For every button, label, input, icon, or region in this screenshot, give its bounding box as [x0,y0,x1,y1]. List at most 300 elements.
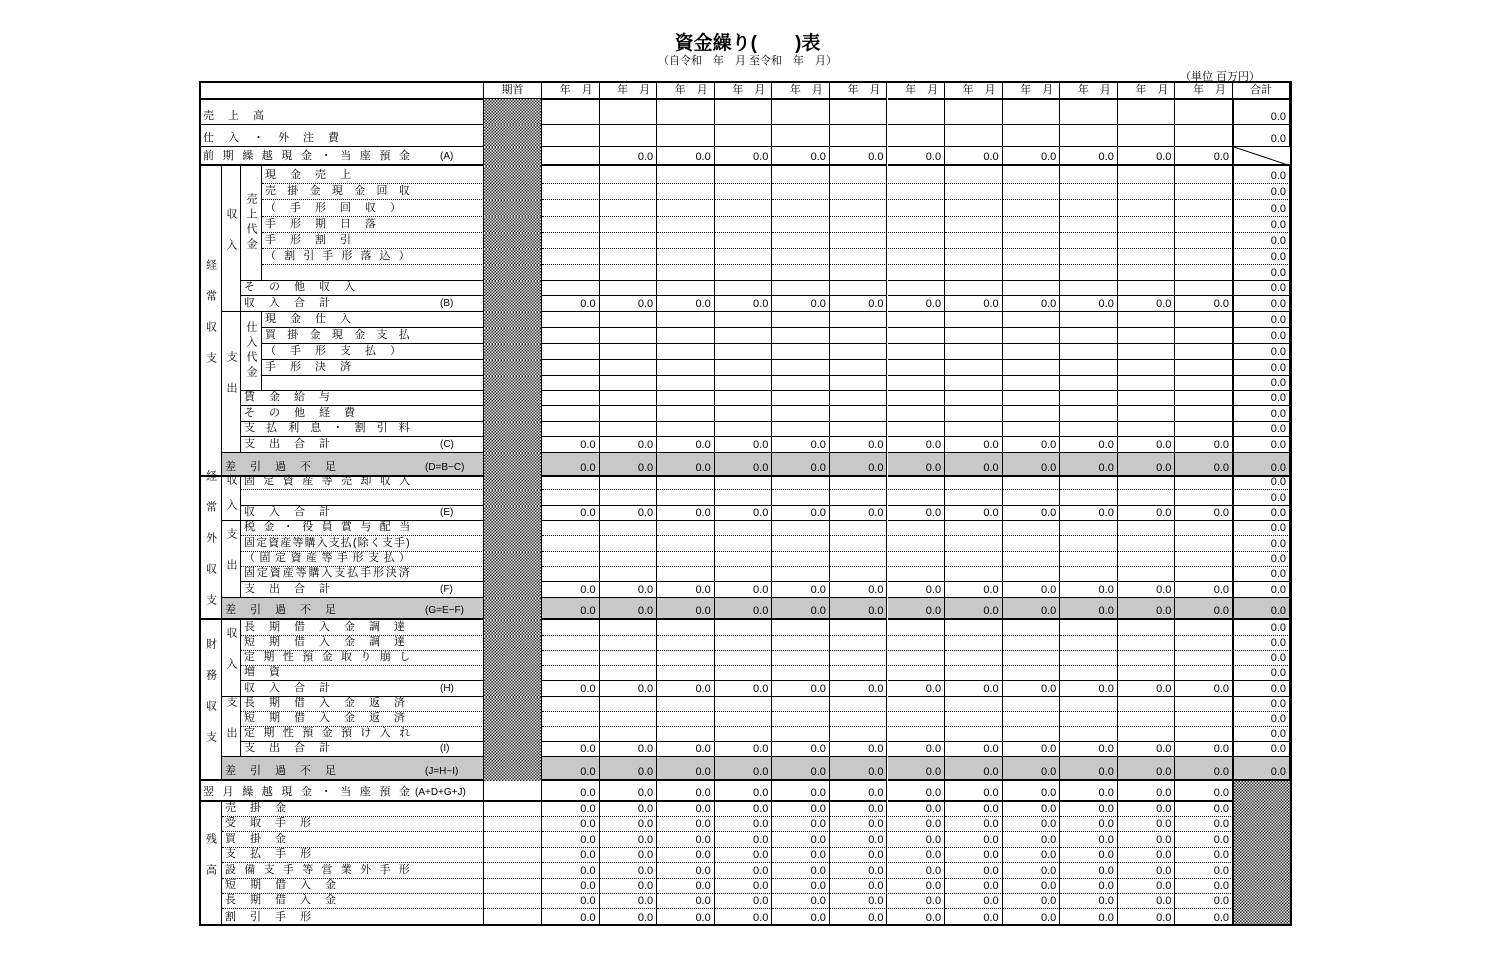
month-value-cell[interactable]: 0.0 [1175,582,1233,598]
month-value-cell[interactable] [772,567,830,582]
month-value-cell[interactable] [830,328,888,344]
month-value-cell[interactable] [1118,567,1176,582]
month-value-cell[interactable]: 0.0 [1118,742,1176,757]
month-value-cell[interactable]: 0.0 [1003,757,1061,781]
month-value-cell[interactable]: 0.0 [945,296,1003,312]
month-value-cell[interactable]: 0.0 [830,802,888,817]
month-value-cell[interactable] [830,265,888,281]
month-value-cell[interactable]: 0.0 [657,909,715,925]
month-value-cell[interactable] [1060,391,1118,406]
month-value-cell[interactable]: 0.0 [715,742,773,757]
month-value-cell[interactable]: 0.0 [657,147,715,166]
month-value-cell[interactable] [1175,567,1233,582]
month-value-cell[interactable]: 0.0 [1060,848,1118,863]
month-value-cell[interactable] [1060,712,1118,727]
month-value-cell[interactable]: 0.0 [772,848,830,863]
month-value-cell[interactable]: 0.0 [715,781,773,802]
month-value-cell[interactable]: 0.0 [772,817,830,832]
month-value-cell[interactable] [945,391,1003,406]
month-value-cell[interactable] [888,200,946,217]
month-value-cell[interactable] [715,233,773,249]
month-value-cell[interactable] [945,344,1003,360]
month-value-cell[interactable]: 0.0 [600,848,658,863]
month-value-cell[interactable] [1118,727,1176,742]
month-value-cell[interactable] [600,249,658,265]
month-value-cell[interactable] [715,422,773,437]
month-value-cell[interactable] [657,552,715,567]
month-value-cell[interactable] [1175,620,1233,636]
month-value-cell[interactable]: 0.0 [1175,863,1233,879]
month-value-cell[interactable] [772,125,830,147]
month-value-cell[interactable] [945,422,1003,437]
start-period-cell[interactable] [484,802,542,817]
month-value-cell[interactable] [945,217,1003,233]
month-value-cell[interactable]: 0.0 [542,296,600,312]
month-value-cell[interactable] [657,406,715,422]
month-value-cell[interactable]: 0.0 [772,437,830,453]
month-value-cell[interactable]: 0.0 [830,506,888,521]
month-value-cell[interactable] [600,200,658,217]
month-value-cell[interactable] [1060,422,1118,437]
month-value-cell[interactable] [772,99,830,125]
month-value-cell[interactable] [945,406,1003,422]
month-value-cell[interactable]: 0.0 [830,681,888,697]
month-value-cell[interactable] [945,312,1003,328]
month-value-cell[interactable] [715,651,773,666]
month-value-cell[interactable] [715,249,773,265]
month-value-cell[interactable] [945,567,1003,582]
month-value-cell[interactable] [1003,636,1061,651]
month-value-cell[interactable]: 0.0 [830,863,888,879]
month-value-cell[interactable] [542,391,600,406]
month-value-cell[interactable]: 0.0 [1175,781,1233,802]
month-value-cell[interactable] [600,536,658,552]
month-value-cell[interactable] [715,406,773,422]
month-value-cell[interactable] [600,620,658,636]
month-value-cell[interactable] [1003,184,1061,200]
month-value-cell[interactable] [1003,344,1061,360]
month-value-cell[interactable] [1175,490,1233,506]
month-value-cell[interactable] [1175,328,1233,344]
month-value-cell[interactable] [830,200,888,217]
month-value-cell[interactable] [542,620,600,636]
month-value-cell[interactable] [1175,422,1233,437]
month-value-cell[interactable] [657,360,715,376]
month-value-cell[interactable] [600,391,658,406]
month-value-cell[interactable] [945,184,1003,200]
month-value-cell[interactable]: 0.0 [1118,453,1176,477]
month-value-cell[interactable] [1175,697,1233,712]
month-value-cell[interactable]: 0.0 [888,909,946,925]
month-value-cell[interactable] [715,376,773,391]
month-value-cell[interactable]: 0.0 [542,781,600,802]
month-value-cell[interactable] [600,727,658,742]
month-value-cell[interactable] [772,666,830,681]
month-value-cell[interactable] [945,521,1003,536]
month-value-cell[interactable] [600,281,658,296]
month-value-cell[interactable] [888,217,946,233]
month-value-cell[interactable] [888,166,946,184]
month-value-cell[interactable]: 0.0 [1175,848,1233,863]
month-value-cell[interactable]: 0.0 [830,848,888,863]
month-value-cell[interactable] [1060,536,1118,552]
month-value-cell[interactable] [888,184,946,200]
month-value-cell[interactable]: 0.0 [657,296,715,312]
month-value-cell[interactable] [1175,376,1233,391]
month-value-cell[interactable] [888,233,946,249]
month-value-cell[interactable]: 0.0 [945,832,1003,848]
month-value-cell[interactable] [772,536,830,552]
month-value-cell[interactable]: 0.0 [888,582,946,598]
month-value-cell[interactable]: 0.0 [715,909,773,925]
month-value-cell[interactable] [1003,651,1061,666]
month-value-cell[interactable]: 0.0 [657,863,715,879]
month-value-cell[interactable]: 0.0 [1118,781,1176,802]
month-value-cell[interactable]: 0.0 [888,817,946,832]
month-value-cell[interactable]: 0.0 [945,879,1003,894]
month-value-cell[interactable] [888,376,946,391]
month-value-cell[interactable] [1060,666,1118,681]
month-value-cell[interactable] [542,360,600,376]
month-value-cell[interactable]: 0.0 [657,506,715,521]
month-value-cell[interactable] [1118,712,1176,727]
month-value-cell[interactable]: 0.0 [657,894,715,909]
month-value-cell[interactable] [772,727,830,742]
start-period-cell[interactable] [484,832,542,848]
month-value-cell[interactable] [1118,125,1176,147]
month-value-cell[interactable] [657,312,715,328]
month-value-cell[interactable] [1060,281,1118,296]
month-value-cell[interactable] [542,406,600,422]
month-value-cell[interactable] [1118,184,1176,200]
month-value-cell[interactable] [945,727,1003,742]
month-value-cell[interactable]: 0.0 [888,832,946,848]
month-value-cell[interactable] [1003,376,1061,391]
month-value-cell[interactable]: 0.0 [600,757,658,781]
month-value-cell[interactable] [772,233,830,249]
month-value-cell[interactable]: 0.0 [888,681,946,697]
month-value-cell[interactable]: 0.0 [888,147,946,166]
month-value-cell[interactable] [1003,536,1061,552]
month-value-cell[interactable]: 0.0 [715,506,773,521]
month-value-cell[interactable]: 0.0 [772,453,830,477]
month-value-cell[interactable] [1118,636,1176,651]
month-value-cell[interactable]: 0.0 [1060,781,1118,802]
month-value-cell[interactable] [600,184,658,200]
month-value-cell[interactable] [888,727,946,742]
month-value-cell[interactable] [1003,99,1061,125]
month-value-cell[interactable] [1003,422,1061,437]
month-value-cell[interactable] [830,536,888,552]
month-value-cell[interactable]: 0.0 [888,506,946,521]
month-value-cell[interactable]: 0.0 [1175,817,1233,832]
month-value-cell[interactable]: 0.0 [600,894,658,909]
month-value-cell[interactable]: 0.0 [1118,506,1176,521]
month-value-cell[interactable] [657,567,715,582]
month-value-cell[interactable] [1003,217,1061,233]
month-value-cell[interactable] [830,651,888,666]
month-value-cell[interactable]: 0.0 [542,437,600,453]
month-value-cell[interactable] [1003,727,1061,742]
month-value-cell[interactable]: 0.0 [888,296,946,312]
month-value-cell[interactable] [542,200,600,217]
month-value-cell[interactable]: 0.0 [657,582,715,598]
month-value-cell[interactable] [1118,651,1176,666]
month-value-cell[interactable] [1003,166,1061,184]
month-value-cell[interactable]: 0.0 [657,681,715,697]
month-value-cell[interactable] [1175,477,1233,490]
month-value-cell[interactable] [715,567,773,582]
month-value-cell[interactable]: 0.0 [657,848,715,863]
month-value-cell[interactable] [945,651,1003,666]
month-value-cell[interactable]: 0.0 [945,757,1003,781]
month-value-cell[interactable] [1060,521,1118,536]
month-value-cell[interactable] [1003,552,1061,567]
month-value-cell[interactable]: 0.0 [657,781,715,802]
month-value-cell[interactable]: 0.0 [830,437,888,453]
month-value-cell[interactable] [1060,328,1118,344]
month-value-cell[interactable] [542,697,600,712]
month-value-cell[interactable] [715,166,773,184]
month-value-cell[interactable] [715,727,773,742]
month-value-cell[interactable] [1003,281,1061,296]
month-value-cell[interactable] [1175,184,1233,200]
month-value-cell[interactable] [600,217,658,233]
month-value-cell[interactable] [888,712,946,727]
month-value-cell[interactable]: 0.0 [1060,437,1118,453]
month-value-cell[interactable]: 0.0 [1118,879,1176,894]
month-value-cell[interactable] [888,620,946,636]
month-value-cell[interactable]: 0.0 [657,832,715,848]
month-value-cell[interactable] [772,636,830,651]
month-value-cell[interactable] [772,249,830,265]
month-value-cell[interactable]: 0.0 [1118,681,1176,697]
month-value-cell[interactable]: 0.0 [1003,506,1061,521]
month-value-cell[interactable]: 0.0 [1003,681,1061,697]
month-value-cell[interactable] [1118,376,1176,391]
month-value-cell[interactable] [657,184,715,200]
month-value-cell[interactable] [1060,552,1118,567]
month-value-cell[interactable] [1060,651,1118,666]
month-value-cell[interactable] [945,166,1003,184]
month-value-cell[interactable]: 0.0 [600,781,658,802]
month-value-cell[interactable]: 0.0 [600,598,658,620]
month-value-cell[interactable] [657,328,715,344]
month-value-cell[interactable]: 0.0 [945,817,1003,832]
month-value-cell[interactable]: 0.0 [1060,909,1118,925]
month-value-cell[interactable]: 0.0 [1003,909,1061,925]
month-value-cell[interactable] [542,376,600,391]
month-value-cell[interactable] [1060,636,1118,651]
month-value-cell[interactable] [945,712,1003,727]
month-value-cell[interactable] [600,651,658,666]
month-value-cell[interactable]: 0.0 [888,781,946,802]
month-value-cell[interactable]: 0.0 [945,681,1003,697]
month-value-cell[interactable]: 0.0 [657,742,715,757]
month-value-cell[interactable] [657,697,715,712]
month-value-cell[interactable] [1175,666,1233,681]
month-value-cell[interactable] [830,567,888,582]
month-value-cell[interactable] [542,552,600,567]
month-value-cell[interactable] [542,666,600,681]
month-value-cell[interactable] [772,651,830,666]
month-value-cell[interactable] [657,166,715,184]
month-value-cell[interactable]: 0.0 [1175,506,1233,521]
month-value-cell[interactable]: 0.0 [657,802,715,817]
month-value-cell[interactable] [830,552,888,567]
month-value-cell[interactable]: 0.0 [1003,832,1061,848]
month-value-cell[interactable] [657,391,715,406]
month-value-cell[interactable] [772,166,830,184]
month-value-cell[interactable] [772,281,830,296]
month-value-cell[interactable]: 0.0 [657,817,715,832]
month-value-cell[interactable] [830,697,888,712]
month-value-cell[interactable] [830,281,888,296]
month-value-cell[interactable] [888,477,946,490]
month-value-cell[interactable]: 0.0 [945,781,1003,802]
month-value-cell[interactable] [1118,233,1176,249]
month-value-cell[interactable]: 0.0 [945,147,1003,166]
month-value-cell[interactable] [888,312,946,328]
month-value-cell[interactable]: 0.0 [830,147,888,166]
month-value-cell[interactable]: 0.0 [542,848,600,863]
month-value-cell[interactable]: 0.0 [715,848,773,863]
month-value-cell[interactable]: 0.0 [1175,879,1233,894]
month-value-cell[interactable] [1060,727,1118,742]
month-value-cell[interactable] [1175,344,1233,360]
month-value-cell[interactable] [657,620,715,636]
month-value-cell[interactable] [772,521,830,536]
month-value-cell[interactable]: 0.0 [542,453,600,477]
month-value-cell[interactable] [542,344,600,360]
month-value-cell[interactable] [600,99,658,125]
month-value-cell[interactable]: 0.0 [888,757,946,781]
month-value-cell[interactable] [1060,490,1118,506]
month-value-cell[interactable]: 0.0 [830,582,888,598]
month-value-cell[interactable] [1003,712,1061,727]
month-value-cell[interactable]: 0.0 [1118,598,1176,620]
month-value-cell[interactable]: 0.0 [1175,453,1233,477]
month-value-cell[interactable] [542,521,600,536]
month-value-cell[interactable]: 0.0 [600,802,658,817]
month-value-cell[interactable] [1175,406,1233,422]
month-value-cell[interactable] [715,360,773,376]
month-value-cell[interactable] [1175,651,1233,666]
month-value-cell[interactable] [657,217,715,233]
month-value-cell[interactable]: 0.0 [1060,817,1118,832]
month-value-cell[interactable] [1175,727,1233,742]
month-value-cell[interactable]: 0.0 [1118,802,1176,817]
month-value-cell[interactable] [1060,477,1118,490]
month-value-cell[interactable] [657,636,715,651]
month-value-cell[interactable] [715,344,773,360]
month-value-cell[interactable] [715,391,773,406]
month-value-cell[interactable] [1118,697,1176,712]
month-value-cell[interactable]: 0.0 [1003,863,1061,879]
month-value-cell[interactable] [888,406,946,422]
month-value-cell[interactable]: 0.0 [888,848,946,863]
month-value-cell[interactable] [600,265,658,281]
month-value-cell[interactable] [1060,217,1118,233]
month-value-cell[interactable] [1060,344,1118,360]
month-value-cell[interactable] [1175,249,1233,265]
month-value-cell[interactable] [600,697,658,712]
month-value-cell[interactable] [600,344,658,360]
month-value-cell[interactable]: 0.0 [1175,832,1233,848]
month-value-cell[interactable] [715,712,773,727]
month-value-cell[interactable] [888,125,946,147]
month-value-cell[interactable] [888,666,946,681]
month-value-cell[interactable] [542,99,600,125]
month-value-cell[interactable]: 0.0 [830,817,888,832]
month-value-cell[interactable]: 0.0 [600,832,658,848]
month-value-cell[interactable]: 0.0 [945,598,1003,620]
month-value-cell[interactable] [888,360,946,376]
month-value-cell[interactable] [1118,281,1176,296]
month-value-cell[interactable]: 0.0 [715,879,773,894]
month-value-cell[interactable] [772,712,830,727]
month-value-cell[interactable]: 0.0 [1003,894,1061,909]
month-value-cell[interactable] [1175,200,1233,217]
month-value-cell[interactable]: 0.0 [715,817,773,832]
month-value-cell[interactable] [1060,567,1118,582]
month-value-cell[interactable]: 0.0 [1003,802,1061,817]
month-value-cell[interactable] [1060,406,1118,422]
month-value-cell[interactable] [1175,712,1233,727]
month-value-cell[interactable]: 0.0 [1118,832,1176,848]
month-value-cell[interactable]: 0.0 [1003,437,1061,453]
month-value-cell[interactable] [830,166,888,184]
month-value-cell[interactable] [1003,391,1061,406]
month-value-cell[interactable]: 0.0 [830,296,888,312]
month-value-cell[interactable] [1118,490,1176,506]
month-value-cell[interactable] [888,521,946,536]
month-value-cell[interactable] [772,217,830,233]
month-value-cell[interactable]: 0.0 [542,832,600,848]
month-value-cell[interactable]: 0.0 [600,147,658,166]
month-value-cell[interactable]: 0.0 [1060,598,1118,620]
month-value-cell[interactable]: 0.0 [1060,681,1118,697]
month-value-cell[interactable] [542,233,600,249]
month-value-cell[interactable] [542,651,600,666]
month-value-cell[interactable] [1118,536,1176,552]
month-value-cell[interactable] [657,536,715,552]
month-value-cell[interactable] [888,328,946,344]
month-value-cell[interactable]: 0.0 [600,909,658,925]
month-value-cell[interactable] [1118,422,1176,437]
month-value-cell[interactable] [715,521,773,536]
month-value-cell[interactable] [715,184,773,200]
month-value-cell[interactable] [945,376,1003,391]
month-value-cell[interactable] [657,125,715,147]
month-value-cell[interactable] [542,281,600,296]
month-value-cell[interactable]: 0.0 [1003,848,1061,863]
month-value-cell[interactable]: 0.0 [772,832,830,848]
month-value-cell[interactable] [830,727,888,742]
month-value-cell[interactable] [715,477,773,490]
month-value-cell[interactable]: 0.0 [1060,506,1118,521]
month-value-cell[interactable]: 0.0 [1003,147,1061,166]
month-value-cell[interactable] [1118,166,1176,184]
month-value-cell[interactable]: 0.0 [772,296,830,312]
month-value-cell[interactable]: 0.0 [542,909,600,925]
month-value-cell[interactable]: 0.0 [772,681,830,697]
month-value-cell[interactable] [1118,328,1176,344]
month-value-cell[interactable] [830,636,888,651]
month-value-cell[interactable] [1003,233,1061,249]
month-value-cell[interactable]: 0.0 [1175,742,1233,757]
month-value-cell[interactable] [1060,697,1118,712]
